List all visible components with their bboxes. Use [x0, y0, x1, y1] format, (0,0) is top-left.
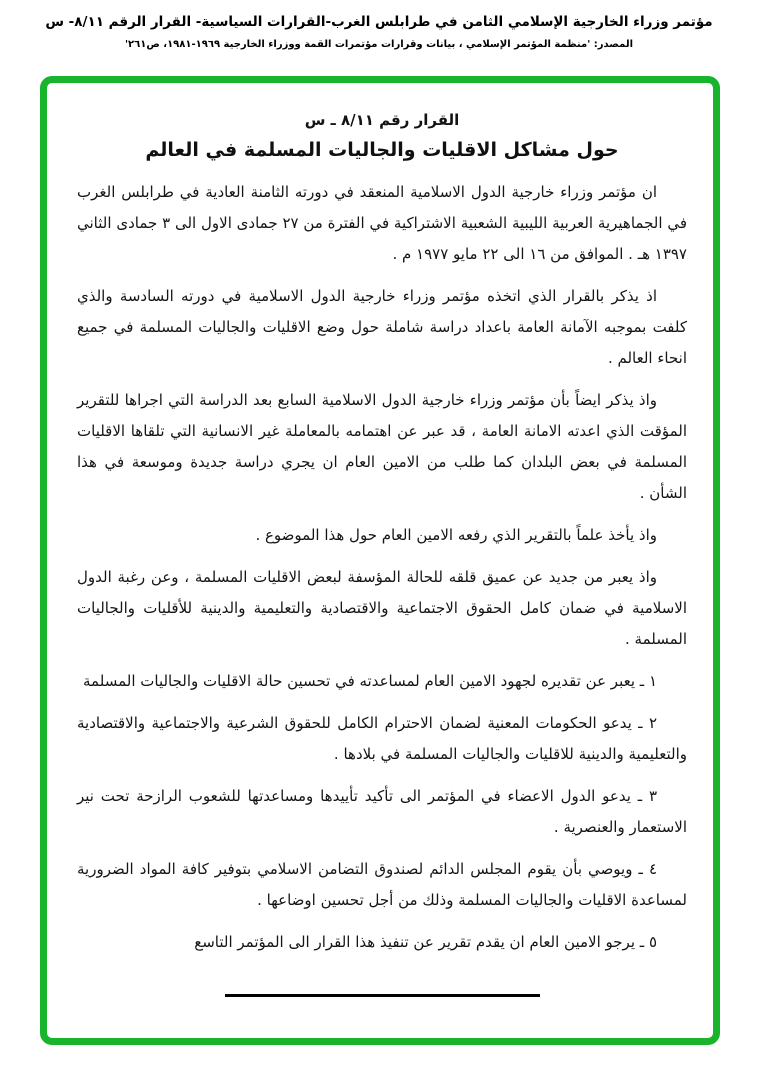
operative-clause-4: ٤ ـ ويوصي بأن يقوم المجلس الدائم لصندوق التضامن الاسلامي بتوفير كافة المواد الضرورية لمساعدة الاقليات والجاليات المسلمة وذلك من أجل تحسين اوضاعها . — [77, 860, 687, 909]
operative-clause-1: ١ ـ يعبر عن تقديره لجهود الامين العام لمساعدته في تحسين حالة الاقليات والجاليات المسلمة — [83, 672, 657, 690]
operative-clause-3: ٣ ـ يدعو الدول الاعضاء في المؤتمر الى تأكيد تأييدها ومساعدتها للشعوب الرازحة تحت نير الاستعمار والعنصرية . — [77, 787, 687, 836]
document-body — [47, 83, 713, 997]
taking-note-paragraph: واذ يأخذ علماً بالتقرير الذي رفعه الامين العام حول هذا الموضوع . — [255, 526, 657, 544]
operative-clause-2: ٢ ـ يدعو الحكومات المعنية لضمان الاحترام الكامل للحقوق الشرعية والاجتماعية والاقتصادية والتعليمية والدينية للاقليات والجاليات المسلمة في بلادها . — [77, 714, 687, 763]
operative-clause-5: ٥ ـ يرجو الامين العام ان يقدم تقرير عن تنفيذ هذا القرار الى المؤتمر التاسع — [194, 933, 657, 951]
resolution-number-title: القرار رقم ٨/١١ ـ س — [304, 111, 460, 129]
end-of-document-divider — [225, 994, 540, 997]
header-source-title: مؤتمر وزراء الخارجية الإسلامي الثامن في طرابلس الغرب-القرارات السياسية- القرار الرقم ٨/١١- س — [45, 14, 713, 30]
resolution-subject-title: حول مشاكل الاقليات والجاليات المسلمة في العالم — [145, 139, 619, 161]
header-source-citation: المصدر: 'منظمة المؤتمر الإسلامي ، بيانات وقرارات مؤتمرات القمة ووزراء الخارجية ١٩٦٩-١٩٨١، ص٢٦١' — [124, 39, 634, 50]
recalling-also-paragraph: واذ يذكر ايضاً بأن مؤتمر وزراء خارجية الدول الاسلامية السابع بعد الدراسة التي اجراها للتقرير المؤقت الذي اعدته الامانة العامة ، قد عبر عن اهتمامه بالمعاملة غير الانسانية التي تلقاها الاقليات المسلمة في بعض البلدان كما طلب من الامين العام ان يجري دراسة جديدة وموسعة في هذا الشأن . — [77, 391, 687, 502]
recalling-paragraph: اذ يذكر بالقرار الذي اتخذه مؤتمر وزراء خارجية الدول الاسلامية في دورته السادسة والذي كلفت بموجبه الآمانة العامة باعداد دراسة شاملة حول وضع الاقليات والجاليات المسلمة في جميع انحاء العالم . — [77, 287, 687, 367]
preamble-paragraph: ان مؤتمر وزراء خارجية الدول الاسلامية المنعقد في دورته الثامنة العادية في طرابلس الغرب في الجماهيرية العربية الليبية الشعبية الاشتراكية في الفترة من ٢٧ جمادى الاول الى ٣ جمادى الثاني ١٣٩٧ هـ . الموافق من ١٦ الى ٢٢ مايو ١٩٧٧ م . — [77, 183, 687, 263]
expressing-concern-paragraph: واذ يعبر من جديد عن عميق قلقه للحالة المؤسفة لبعض الاقليات المسلمة ، وعن رغبة الدول الاسلامية في ضمان كامل الحقوق الاجتماعية والاقتصادية والتعليمية والدينية للأقليات والجاليات المسلمة . — [77, 568, 687, 648]
document-green-frame — [40, 76, 720, 1045]
page-header — [0, 0, 758, 50]
